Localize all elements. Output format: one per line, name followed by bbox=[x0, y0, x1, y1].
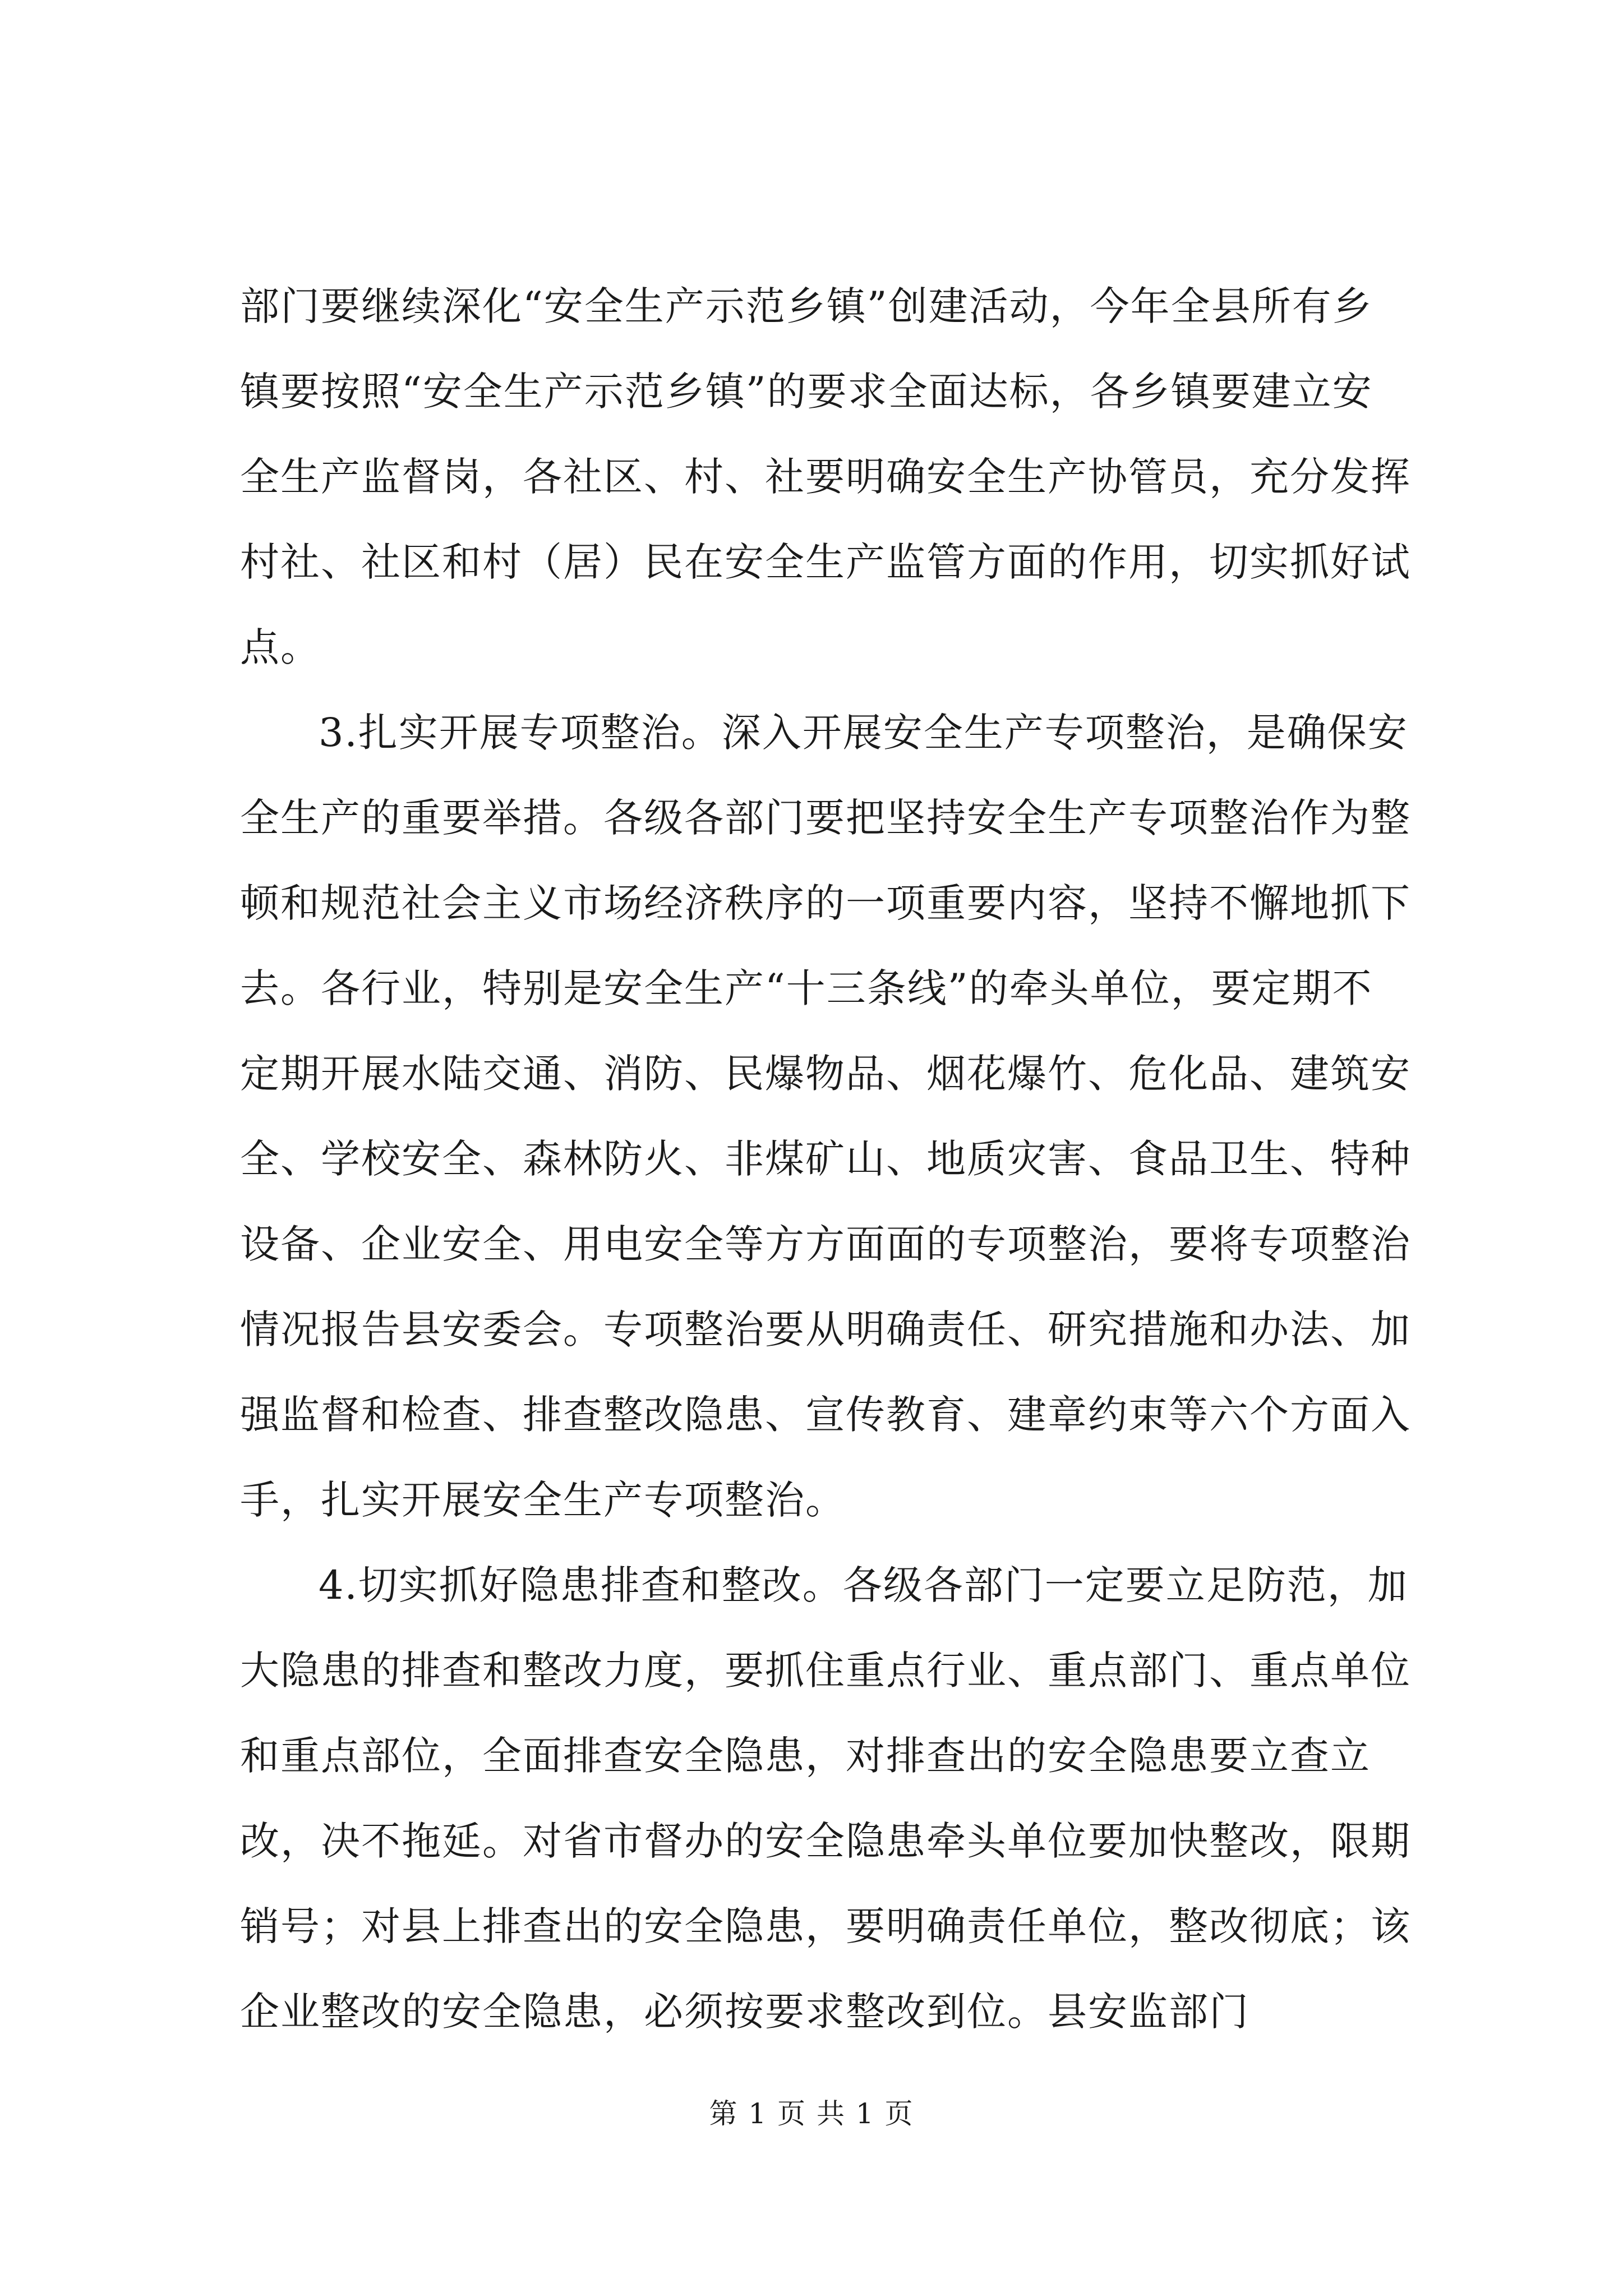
paragraph-continuation: 部门要继续深化“安全生产示范乡镇”创建活动，今年全县所有乡镇要按照“安全生产示范乡镇”的要求全面达标，各乡镇要建立安全生产监督岗，各社区、村、社要明确安全生产协管员，充分发挥村社、社区和村（居）民在安全生产监管方面的作用，切实抓好试点。 bbox=[240, 283, 1411, 670]
paragraph-hazard-inspection: 4.切实抓好隐患排查和整改。各级各部门一定要立足防范，加大隐患的排查和整改力度，要抓住重点行业、重点部门、重点单位和重点部位，全面排查安全隐患，对排查出的安全隐患要立查立改，决不拖延。对省市督办的安全隐患牵头单位要加快整改，限期销号；对县上排查出的安全隐患，要明确责任单位，整改彻底；该企业整改的安全隐患，必须按要求整改到位。县安监部门 bbox=[240, 1562, 1411, 2035]
paragraph-special-rectification: 3.扎实开展专项整治。深入开展安全生产专项整治，是确保安全生产的重要举措。各级各部门要把坚持安全生产专项整治作为整顿和规范社会主义市场经济秩序的一项重要内容，坚持不懈地抓下去。各行业，特别是安全生产“十三条线”的牵头单位，要定期不定期开展水陆交通、消防、民爆物品、烟花爆竹、危化品、建筑安全、学校安全、森林防火、非煤矿山、地质灾害、食品卫生、特种设备、企业安全、用电安全等方方面面的专项整治，要将专项整治情况报告县安委会。专项整治要从明确责任、研究措施和办法、加强监督和检查、排查整改隐患、宣传教育、建章约束等六个方面入手，扎实开展安全生产专项整治。 bbox=[240, 710, 1411, 1523]
page-footer: 第 1 页 共 1 页 bbox=[709, 2097, 914, 2130]
document-body bbox=[240, 264, 1412, 2054]
